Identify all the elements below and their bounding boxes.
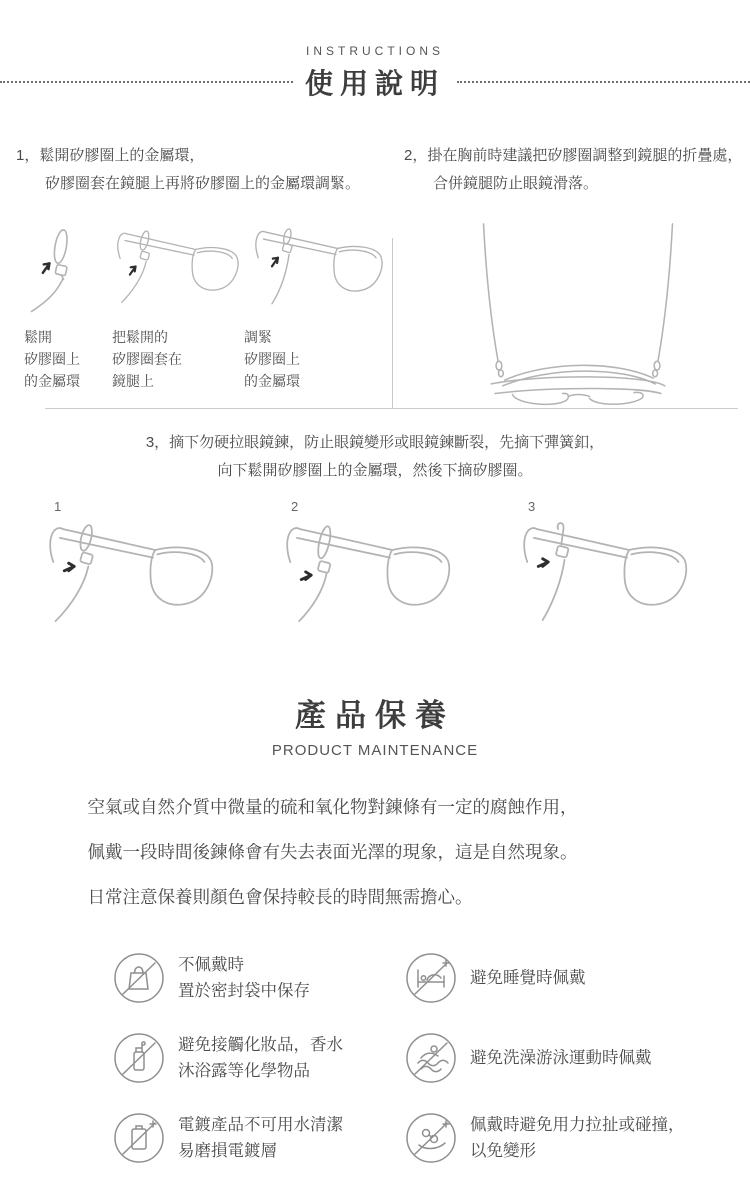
instructions-header	[0, 0, 750, 102]
up-arrow-icon	[43, 263, 50, 272]
maintenance-header	[0, 690, 750, 759]
figure-number: 2	[291, 499, 299, 514]
steps-1-2-section	[0, 142, 750, 408]
step2-text	[404, 142, 750, 198]
step3-line1: 3，摘下勿硬拉眼鏡鍊，防止眼鏡變形或眼鏡鍊斷裂，先摘下彈簧釦，	[145, 434, 605, 451]
figure-number: 1	[54, 499, 62, 514]
hanging-glasses-illustration	[422, 220, 734, 408]
silicone-loop-illustration	[24, 222, 104, 320]
arrow-icon	[301, 572, 311, 580]
figure-caption: 把鬆開的 矽膠圈套在 鏡腿上	[112, 329, 182, 389]
no-sleep-icon	[405, 952, 457, 1004]
care-item-no-cosmetics	[113, 1032, 405, 1084]
horizontal-divider	[45, 408, 738, 409]
remove-step-figure-1	[30, 499, 242, 642]
step1-line2: 矽膠圈套在鏡腿上再將矽膠圈上的金屬環調緊。	[45, 175, 361, 192]
maintenance-title: 產品保養	[295, 698, 455, 733]
step1-text	[16, 142, 392, 198]
glasses-tightened-illustration	[244, 222, 392, 320]
care-item-storage	[113, 952, 405, 1004]
remove-step-1-illustration	[30, 516, 230, 642]
figure-loop-on-temple	[112, 222, 244, 392]
step3-section	[0, 429, 750, 485]
paragraph-line: 佩戴一段時間後鍊條會有失去表面光澤的現象，這是自然現象。	[87, 842, 578, 862]
glasses-loop-illustration	[112, 222, 242, 320]
care-items-grid	[0, 952, 750, 1164]
header-eyebrow: INSTRUCTIONS	[306, 44, 444, 58]
care-item-text: 電鍍產品不可用水清潔 易磨損電鍍層	[178, 1116, 343, 1160]
step3-figures	[0, 485, 750, 642]
care-item-no-water-cleaning	[113, 1112, 405, 1164]
paragraph-line: 日常注意保養則顏色會保持較長的時間無需擔心。	[87, 887, 473, 907]
step2-line2: 合併鏡腿防止眼鏡滑落。	[433, 175, 599, 192]
no-water-clean-icon	[113, 1112, 165, 1164]
page-title: 使用說明	[305, 68, 446, 99]
arrow-icon	[64, 563, 74, 571]
step2-column	[392, 142, 750, 408]
step1-figures	[16, 222, 392, 392]
no-bag-icon	[113, 952, 165, 1004]
remove-step-3-illustration	[504, 516, 704, 642]
figure-number: 3	[528, 499, 536, 514]
step2-line1: 2，掛在胸前時建議把矽膠圈調整到鏡腿的折疊處，	[404, 147, 743, 164]
care-item-text: 避免洗澡游泳運動時佩戴	[470, 1049, 652, 1067]
header-title-row	[0, 62, 750, 102]
figure-caption: 調緊 矽膠圈上 的金屬環	[244, 329, 300, 389]
dotted-rule-right	[457, 81, 750, 83]
step3-line2: 向下鬆開矽膠圈上的金屬環，然後下摘矽膠圈。	[217, 462, 533, 479]
care-item-no-pulling	[405, 1112, 750, 1164]
maintenance-subtitle: PRODUCT MAINTENANCE	[271, 742, 479, 759]
figure-ring-tightened	[244, 222, 392, 392]
up-arrow-icon	[130, 267, 136, 275]
remove-step-2-illustration	[267, 516, 467, 642]
care-item-text: 避免接觸化妝品，香水 沐浴露等化學物品	[178, 1036, 343, 1080]
no-swim-icon	[405, 1032, 457, 1084]
care-item-no-sleep	[405, 952, 750, 1004]
care-item-text: 避免睡覺時佩戴	[470, 969, 586, 987]
care-item-no-swimming	[405, 1032, 750, 1084]
arrow-icon	[538, 559, 548, 567]
vertical-divider	[392, 238, 393, 408]
remove-step-figure-2	[267, 499, 479, 642]
paragraph-line: 空氣或自然介質中微量的硫和氧化物對鍊條有一定的腐蝕作用，	[87, 797, 578, 817]
step1-line1: 1，鬆開矽膠圈上的金屬環，	[16, 147, 205, 164]
dotted-rule-left	[0, 81, 293, 83]
care-item-text: 不佩戴時 置於密封袋中保存	[178, 956, 310, 1000]
care-item-text: 佩戴時避免用力拉扯或碰撞， 以免變形	[470, 1116, 685, 1160]
step1-column	[0, 142, 392, 408]
remove-step-figure-3	[504, 499, 716, 642]
figure-loosen-ring	[16, 222, 112, 392]
figure-caption: 鬆開 矽膠圈上 的金屬環	[24, 329, 80, 389]
maintenance-paragraph	[88, 785, 663, 920]
up-arrow-icon	[272, 258, 278, 267]
step2-figure	[404, 220, 750, 408]
no-cosmetics-icon	[113, 1032, 165, 1084]
no-pull-icon	[405, 1112, 457, 1164]
